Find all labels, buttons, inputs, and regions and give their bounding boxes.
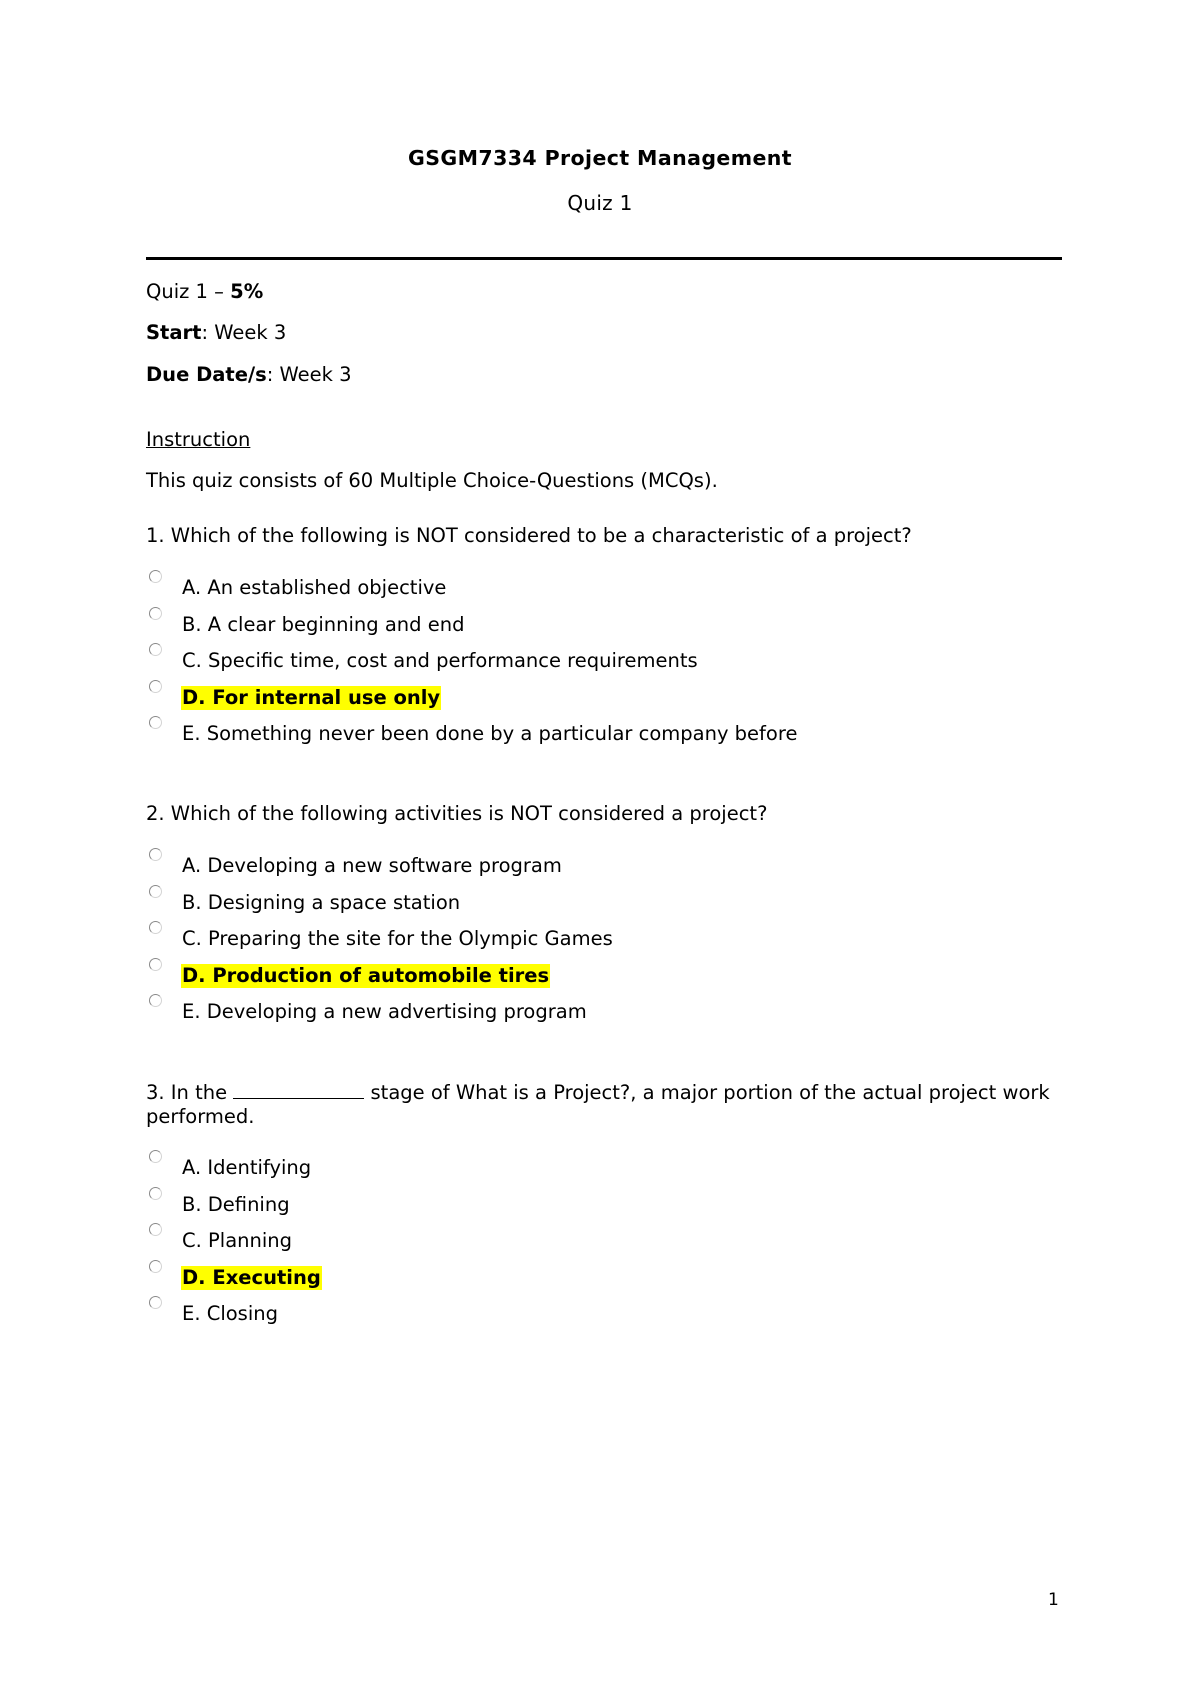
option-row-correct[interactable] [146,1266,1062,1303]
question-3-text-start: 3. In the [146,1081,234,1104]
highlighted-answer-label: D. Production of automobile tires [182,963,550,987]
option-row[interactable] [146,1000,1062,1037]
radio-button-icon[interactable] [149,607,162,620]
option-label: A. Identifying [182,1156,312,1179]
radio-button-icon[interactable] [149,921,162,934]
question-3-options [146,1156,1062,1339]
quiz-weight-label: Quiz 1 – [146,280,231,303]
radio-button-icon[interactable] [149,680,162,693]
option-label: E. Developing a new advertising program [182,1000,587,1023]
radio-button-icon[interactable] [149,570,162,583]
highlighted-answer-label: D. For internal use only [182,685,441,709]
header-divider [146,257,1062,260]
due-date-line [146,363,352,386]
document-title: GSGM7334 Project Management [408,146,792,170]
page-number: 1 [1048,1590,1059,1610]
question-3-text [146,1080,1062,1129]
option-label: B. A clear beginning and end [182,612,465,636]
instruction-text: This quiz consists of 60 Multiple Choice-Questions (MCQs). [146,469,718,492]
radio-button-icon[interactable] [149,1187,162,1200]
radio-button-icon[interactable] [149,1223,162,1236]
quiz-weight-line [146,280,263,303]
radio-button-icon[interactable] [149,716,162,729]
highlighted-answer-label: D. Executing [182,1265,321,1289]
option-label: E. Something never been done by a particular company before [182,722,798,745]
option-row[interactable] [146,722,1062,759]
radio-button-icon[interactable] [149,885,162,898]
start-value: : Week 3 [201,321,287,344]
option-row[interactable] [146,927,1062,964]
radio-button-icon[interactable] [149,848,162,861]
question-2-options [146,854,1062,1037]
option-label: C. Planning [182,1229,293,1252]
due-date-label: Due Date/s [146,363,267,386]
radio-button-icon[interactable] [149,643,162,656]
quiz-weight-value: 5% [230,280,264,303]
radio-button-icon[interactable] [149,958,162,971]
question-2-text: 2. Which of the following activities is NOT considered a project? [146,802,768,825]
option-label: A. Developing a new software program [182,854,562,877]
radio-button-icon[interactable] [149,994,162,1007]
radio-button-icon[interactable] [149,1150,162,1163]
option-row[interactable] [146,1156,1062,1193]
radio-button-icon[interactable] [149,1296,162,1309]
instruction-heading: Instruction [146,428,251,451]
option-label: A. An established objective [182,576,447,599]
option-row[interactable] [146,576,1062,613]
option-label: E. Closing [182,1302,278,1325]
radio-button-icon[interactable] [149,1260,162,1273]
option-row[interactable] [146,649,1062,686]
option-label: B. Defining [182,1192,290,1216]
option-row-correct[interactable] [146,686,1062,723]
question-1-text: 1. Which of the following is NOT considered to be a characteristic of a project? [146,524,912,547]
option-label: C. Preparing the site for the Olympic Games [182,927,613,950]
option-label: B. Designing a space station [182,890,461,914]
question-1-options [146,576,1062,759]
document-subtitle: Quiz 1 [567,191,633,215]
option-row[interactable] [146,1193,1062,1230]
fill-in-blank [233,1080,364,1099]
option-row[interactable] [146,891,1062,928]
option-row[interactable] [146,854,1062,891]
question-3-text-end: stage of What is a Project?, a major portion of the actual project work performed. [146,1081,1050,1128]
option-row[interactable] [146,1229,1062,1266]
option-row[interactable] [146,613,1062,650]
option-row-correct[interactable] [146,964,1062,1001]
due-date-value: : Week 3 [266,363,352,386]
option-row[interactable] [146,1302,1062,1339]
start-label: Start [146,321,202,344]
option-label: C. Specific time, cost and performance requirements [182,649,698,672]
start-line [146,321,286,344]
